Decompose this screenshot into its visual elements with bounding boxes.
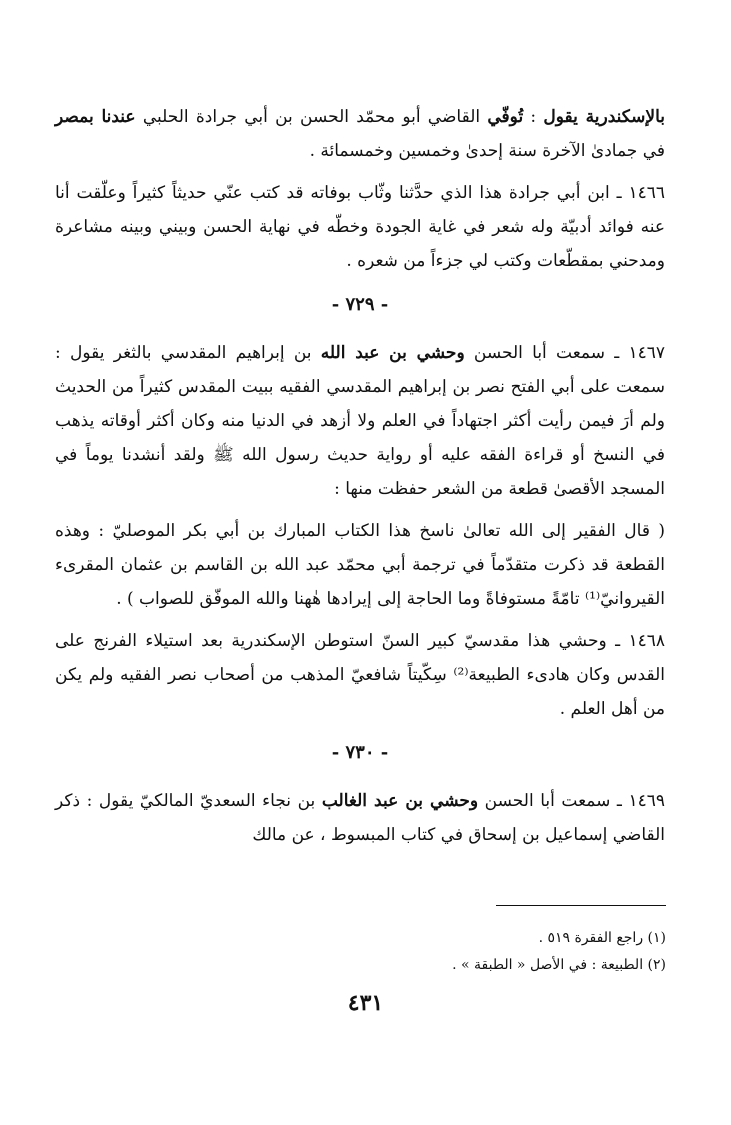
page-body [55,100,665,860]
paragraph-1-text-end: في جمادىٰ الآخرة سنة إحدىٰ وخمسين وخمسمائة . [309,141,665,161]
paragraph-1-bold-verb: تُوفّي [487,107,524,127]
paragraph-1-bold-location: عندنا بمصر [55,107,136,127]
page-number: ٤٣١ [347,990,384,1016]
section-separator-729: - ٧٢٩ - [331,294,389,315]
paragraph-1469-text: بن نجاء السعديّ المالكيّ يقول : ذكر القاضي إسماعيل بن إسحاق في كتاب المبسوط ، عن مالك [55,791,665,845]
footnotes [56,925,666,979]
section-separator-730: - ٧٣٠ - [331,742,389,763]
paragraph-1469 [55,784,665,852]
footnote-divider [496,905,666,906]
paragraph-1467-lead: ١٤٦٧ ـ سمعت أبا الحسن [464,343,665,363]
paragraph-1-colon: : [523,107,544,127]
footnote-2: (٢) الطبيعة : في الأصل « الطبقة » . [452,957,666,973]
paragraph-scribe-note: ( قال الفقير إلى الله تعالىٰ ناسخ هذا الكتاب المبارك بن أبي بكر الموصليّ : وهذه القطعة قد ذكرت متقدّماً في ترجمة أبي محمّد عبد الله بن القاسم بن عثمان المقرىء القيروانيّ⁽¹⁾ تامّةً مستوفاةً وما الحاجة إلى إيرادها هٰهنا والله الموفّق للصواب ) . [55,521,665,609]
paragraph-1469-name: وحشي بن عبد الغالب [321,791,479,811]
paragraph-1467-text: بن إبراهيم المقدسي بالثغر يقول : سمعت على أبي الفتح نصر بن إبراهيم المقدسي الفقيه ببيت المقدس كثيراً من الحديث ولم أرَ فيمن رأيت أكثر اجتهاداً في العلم ولا أزهد في الدنيا منه وكان أكثر أوقاته يذهب في النسخ أو قراءة الفقه عليه أو رواية حديث رسول الله ﷺ ولقد أنشدنا يوماً في المسجد الأقصىٰ قطعة من الشعر حفظت منها : [55,343,665,499]
paragraph-1466: ١٤٦٦ ـ ابن أبي جرادة هذا الذي حدَّثنا وثّاب بوفاته قد كتب عنّي حديثاً كثيراً وعلّقت أنا عنه فوائد أدبيّة وله شعر في غاية الجودة وخطّه في نهاية الحسن وبيني وبينه مشاعرة ومدحني بمقطّعات وكتب لي جزءاً من شعره . [55,183,665,271]
paragraph-1467 [55,336,665,506]
paragraph-1469-lead: ١٤٦٩ ـ سمعت أبا الحسن [478,791,665,811]
paragraph-1468: ١٤٦٨ ـ وحشي هذا مقدسيّ كبير السنّ استوطن الإسكندرية بعد استيلاء الفرنج على القدس وكان هادىء الطبيعة⁽²⁾ سِكّيتاً شافعيّ المذهب من أصحاب نصر الفقيه ولم يكن من أهل العلم . [55,631,665,719]
paragraph-1467-name: وحشي بن عبد الله [320,343,465,363]
paragraph-1-text: القاضي أبو محمّد الحسن بن أبي جرادة الحلبي [135,107,488,127]
paragraph-1-bold-place: بالإسكندرية يقول [543,107,665,127]
paragraph-1 [55,100,665,168]
footnote-1: (١) راجع الفقرة ٥١٩ . [538,930,666,946]
